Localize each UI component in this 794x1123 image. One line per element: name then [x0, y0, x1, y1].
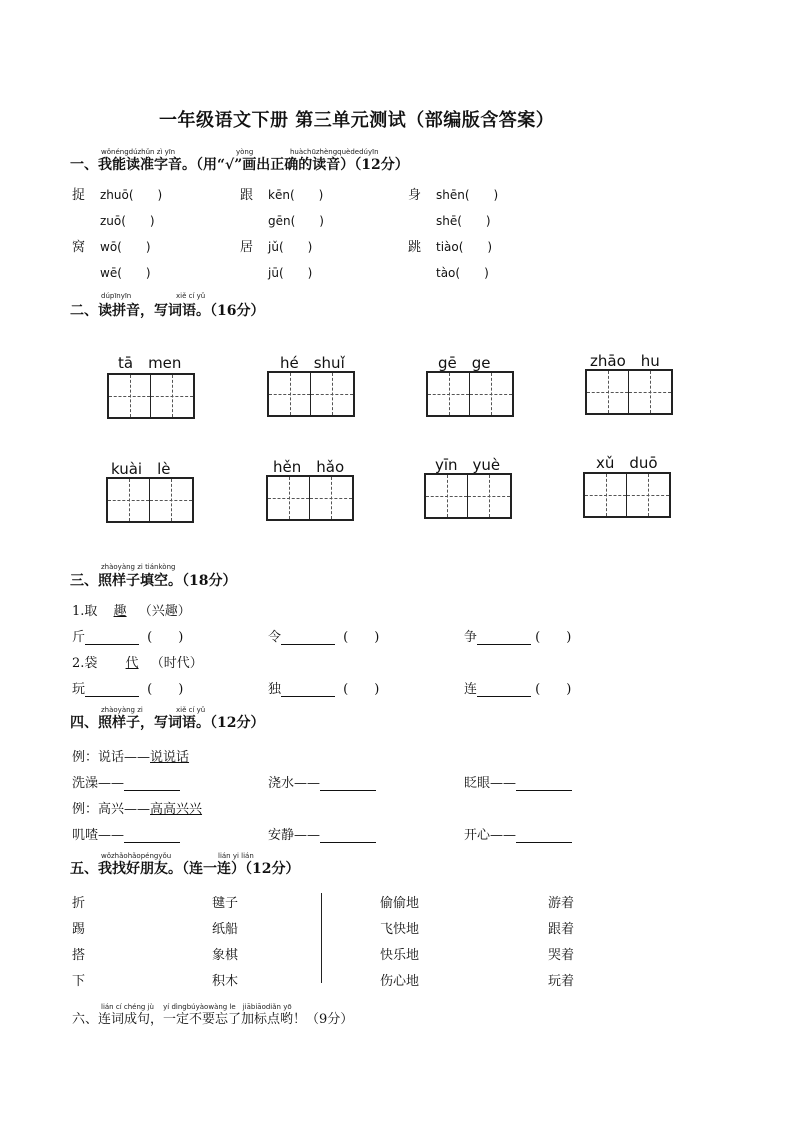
example-answer: 说说话	[150, 750, 190, 765]
fill-char: 斤	[72, 630, 86, 645]
match-noun[interactable]: 象棋	[212, 948, 239, 963]
writing-grid[interactable]	[583, 472, 671, 518]
answer-blank[interactable]	[320, 828, 376, 843]
example-word: 趣	[113, 604, 127, 619]
example-1	[72, 600, 191, 619]
write-row	[464, 824, 572, 843]
word-label: 浇水——	[268, 776, 321, 791]
match-adverb[interactable]: 飞快地	[380, 922, 420, 937]
fill-row	[72, 678, 183, 697]
fill-blank[interactable]	[281, 630, 335, 645]
pinyin-annotation: zhàoyàng zi	[101, 706, 143, 714]
example-hint: （兴趣）	[138, 604, 191, 619]
pinyin-choice[interactable]: wō( )	[100, 240, 151, 254]
fill-blank[interactable]	[477, 682, 531, 697]
box-pinyin: zhāo hu	[590, 352, 660, 370]
write-row	[72, 824, 180, 843]
section-5-heading: 五、我找好朋友。（连一连）（12分）	[70, 861, 300, 877]
page-title: 一年级语文下册 第三单元测试（部编版含答案）	[159, 110, 555, 131]
char: 窝	[72, 240, 86, 255]
word-label: 叽喳——	[72, 828, 125, 843]
pinyin-choice[interactable]: tiào( )	[436, 240, 493, 254]
writing-grid[interactable]	[426, 371, 514, 417]
divider	[321, 893, 322, 983]
pinyin-choice[interactable]: shēn( )	[436, 188, 499, 202]
match-verb[interactable]: 下	[72, 974, 86, 989]
fill-row	[464, 678, 571, 697]
match-noun[interactable]: 积木	[212, 974, 239, 989]
writing-grid[interactable]	[107, 373, 195, 419]
fill-char: 连	[464, 682, 478, 697]
pinyin-annotation: yòng	[236, 148, 254, 156]
box-pinyin: gē ge	[438, 354, 491, 372]
example-hint: （时代）	[150, 656, 203, 671]
char: 身	[408, 188, 422, 203]
box-pinyin: tā men	[118, 354, 182, 372]
pinyin-choice[interactable]: zuō( )	[100, 214, 155, 228]
paren[interactable]: ( )	[147, 682, 184, 697]
match-action[interactable]: 跟着	[548, 922, 575, 937]
answer-blank[interactable]	[320, 776, 376, 791]
pinyin-annotation: dúpīnyīn	[101, 292, 132, 300]
writing-grid[interactable]	[267, 371, 355, 417]
paren[interactable]: ( )	[535, 682, 572, 697]
fill-char: 独	[268, 682, 282, 697]
answer-blank[interactable]	[124, 776, 180, 791]
word-label: 开心——	[464, 828, 517, 843]
fill-row	[72, 626, 183, 645]
char: 跳	[408, 240, 422, 255]
fill-row	[268, 678, 379, 697]
match-verb[interactable]: 踢	[72, 922, 86, 937]
example-1	[72, 746, 189, 765]
write-row	[464, 772, 572, 791]
pinyin-choice[interactable]: shē( )	[436, 214, 491, 228]
pinyin-annotation: zhàoyàng zi tiánkòng	[101, 563, 176, 571]
match-adverb[interactable]: 伤心地	[380, 974, 420, 989]
paren[interactable]: ( )	[147, 630, 184, 645]
match-action[interactable]: 哭着	[548, 948, 575, 963]
writing-grid[interactable]	[585, 369, 673, 415]
match-action[interactable]: 游着	[548, 896, 575, 911]
pinyin-annotation: huàchūzhèngquèdedúyīn	[290, 148, 379, 156]
write-row	[72, 772, 180, 791]
section-3-heading: 三、照样子填空。（18分）	[70, 573, 237, 589]
fill-row	[464, 626, 571, 645]
box-pinyin: xǔ duō	[596, 454, 658, 472]
match-action[interactable]: 玩着	[548, 974, 575, 989]
example-prefix: 例：高兴——	[72, 802, 151, 817]
writing-grid[interactable]	[266, 475, 354, 521]
fill-row	[268, 626, 379, 645]
box-pinyin: hěn hǎo	[273, 458, 345, 476]
pinyin-annotation: lián cí chéng jù yí dìngbúyàowàng le jiābiāodiǎn yō	[101, 1003, 292, 1011]
example-char: 1.取	[72, 604, 98, 619]
fill-char: 玩	[72, 682, 86, 697]
word-label: 洗澡——	[72, 776, 125, 791]
writing-grid[interactable]	[424, 473, 512, 519]
fill-char: 令	[268, 630, 282, 645]
fill-blank[interactable]	[477, 630, 531, 645]
box-pinyin: kuài lè	[111, 460, 171, 478]
example-prefix: 例：说话——	[72, 750, 151, 765]
pinyin-annotation: xiě cí yǔ	[176, 706, 206, 714]
pinyin-annotation: xiě cí yǔ	[176, 292, 206, 300]
match-verb[interactable]: 搭	[72, 948, 86, 963]
fill-blank[interactable]	[281, 682, 335, 697]
word-label: 眨眼——	[464, 776, 517, 791]
pinyin-choice[interactable]: wē( )	[100, 266, 151, 280]
answer-blank[interactable]	[516, 776, 572, 791]
pinyin-annotation: wǒnéngdúzhǔn zì yīn	[101, 148, 176, 156]
pinyin-choice[interactable]: kēn( )	[268, 188, 324, 202]
pinyin-choice[interactable]: zhuō( )	[100, 188, 163, 202]
char: 捉	[72, 188, 86, 203]
word-label: 安静——	[268, 828, 321, 843]
pinyin-annotation: wǒzhǎohǎopéngyǒu	[101, 852, 172, 860]
box-pinyin: hé shuǐ	[280, 354, 345, 372]
pinyin-choice[interactable]: tào( )	[436, 266, 489, 280]
example-2	[72, 798, 202, 817]
paren[interactable]: ( )	[343, 630, 380, 645]
pinyin-choice[interactable]: gēn( )	[268, 214, 324, 228]
match-noun[interactable]: 毽子	[212, 896, 239, 911]
section-1-heading: 一、我能读准字音。（用“√”画出正确的读音）（12分）	[70, 157, 409, 173]
section-2-heading: 二、读拼音，写词语。（16分）	[70, 303, 265, 319]
pinyin-choice[interactable]: jū( )	[268, 266, 313, 280]
pinyin-annotation: lián yi lián	[218, 852, 254, 860]
write-row	[268, 772, 376, 791]
char: 跟	[240, 188, 254, 203]
paren[interactable]: ( )	[343, 682, 380, 697]
match-noun[interactable]: 纸船	[212, 922, 239, 937]
char: 居	[240, 240, 254, 255]
section-6-heading: 六、连词成句，一定不要忘了加标点哟！（9分）	[72, 1012, 354, 1027]
match-verb[interactable]: 折	[72, 896, 86, 911]
paren[interactable]: ( )	[535, 630, 572, 645]
fill-blank[interactable]	[85, 630, 139, 645]
pinyin-choice[interactable]: jǔ( )	[268, 240, 313, 254]
write-row	[268, 824, 376, 843]
fill-char: 争	[464, 630, 478, 645]
example-2	[72, 652, 203, 671]
section-4-heading: 四、照样子，写词语。（12分）	[70, 715, 265, 731]
example-answer: 高高兴兴	[150, 802, 203, 817]
answer-blank[interactable]	[516, 828, 572, 843]
match-adverb[interactable]: 快乐地	[380, 948, 420, 963]
answer-blank[interactable]	[124, 828, 180, 843]
match-adverb[interactable]: 偷偷地	[380, 896, 420, 911]
example-word: 代	[125, 656, 139, 671]
box-pinyin: yīn yuè	[435, 456, 501, 474]
example-char: 2.袋	[72, 656, 98, 671]
fill-blank[interactable]	[85, 682, 139, 697]
writing-grid[interactable]	[106, 477, 194, 523]
